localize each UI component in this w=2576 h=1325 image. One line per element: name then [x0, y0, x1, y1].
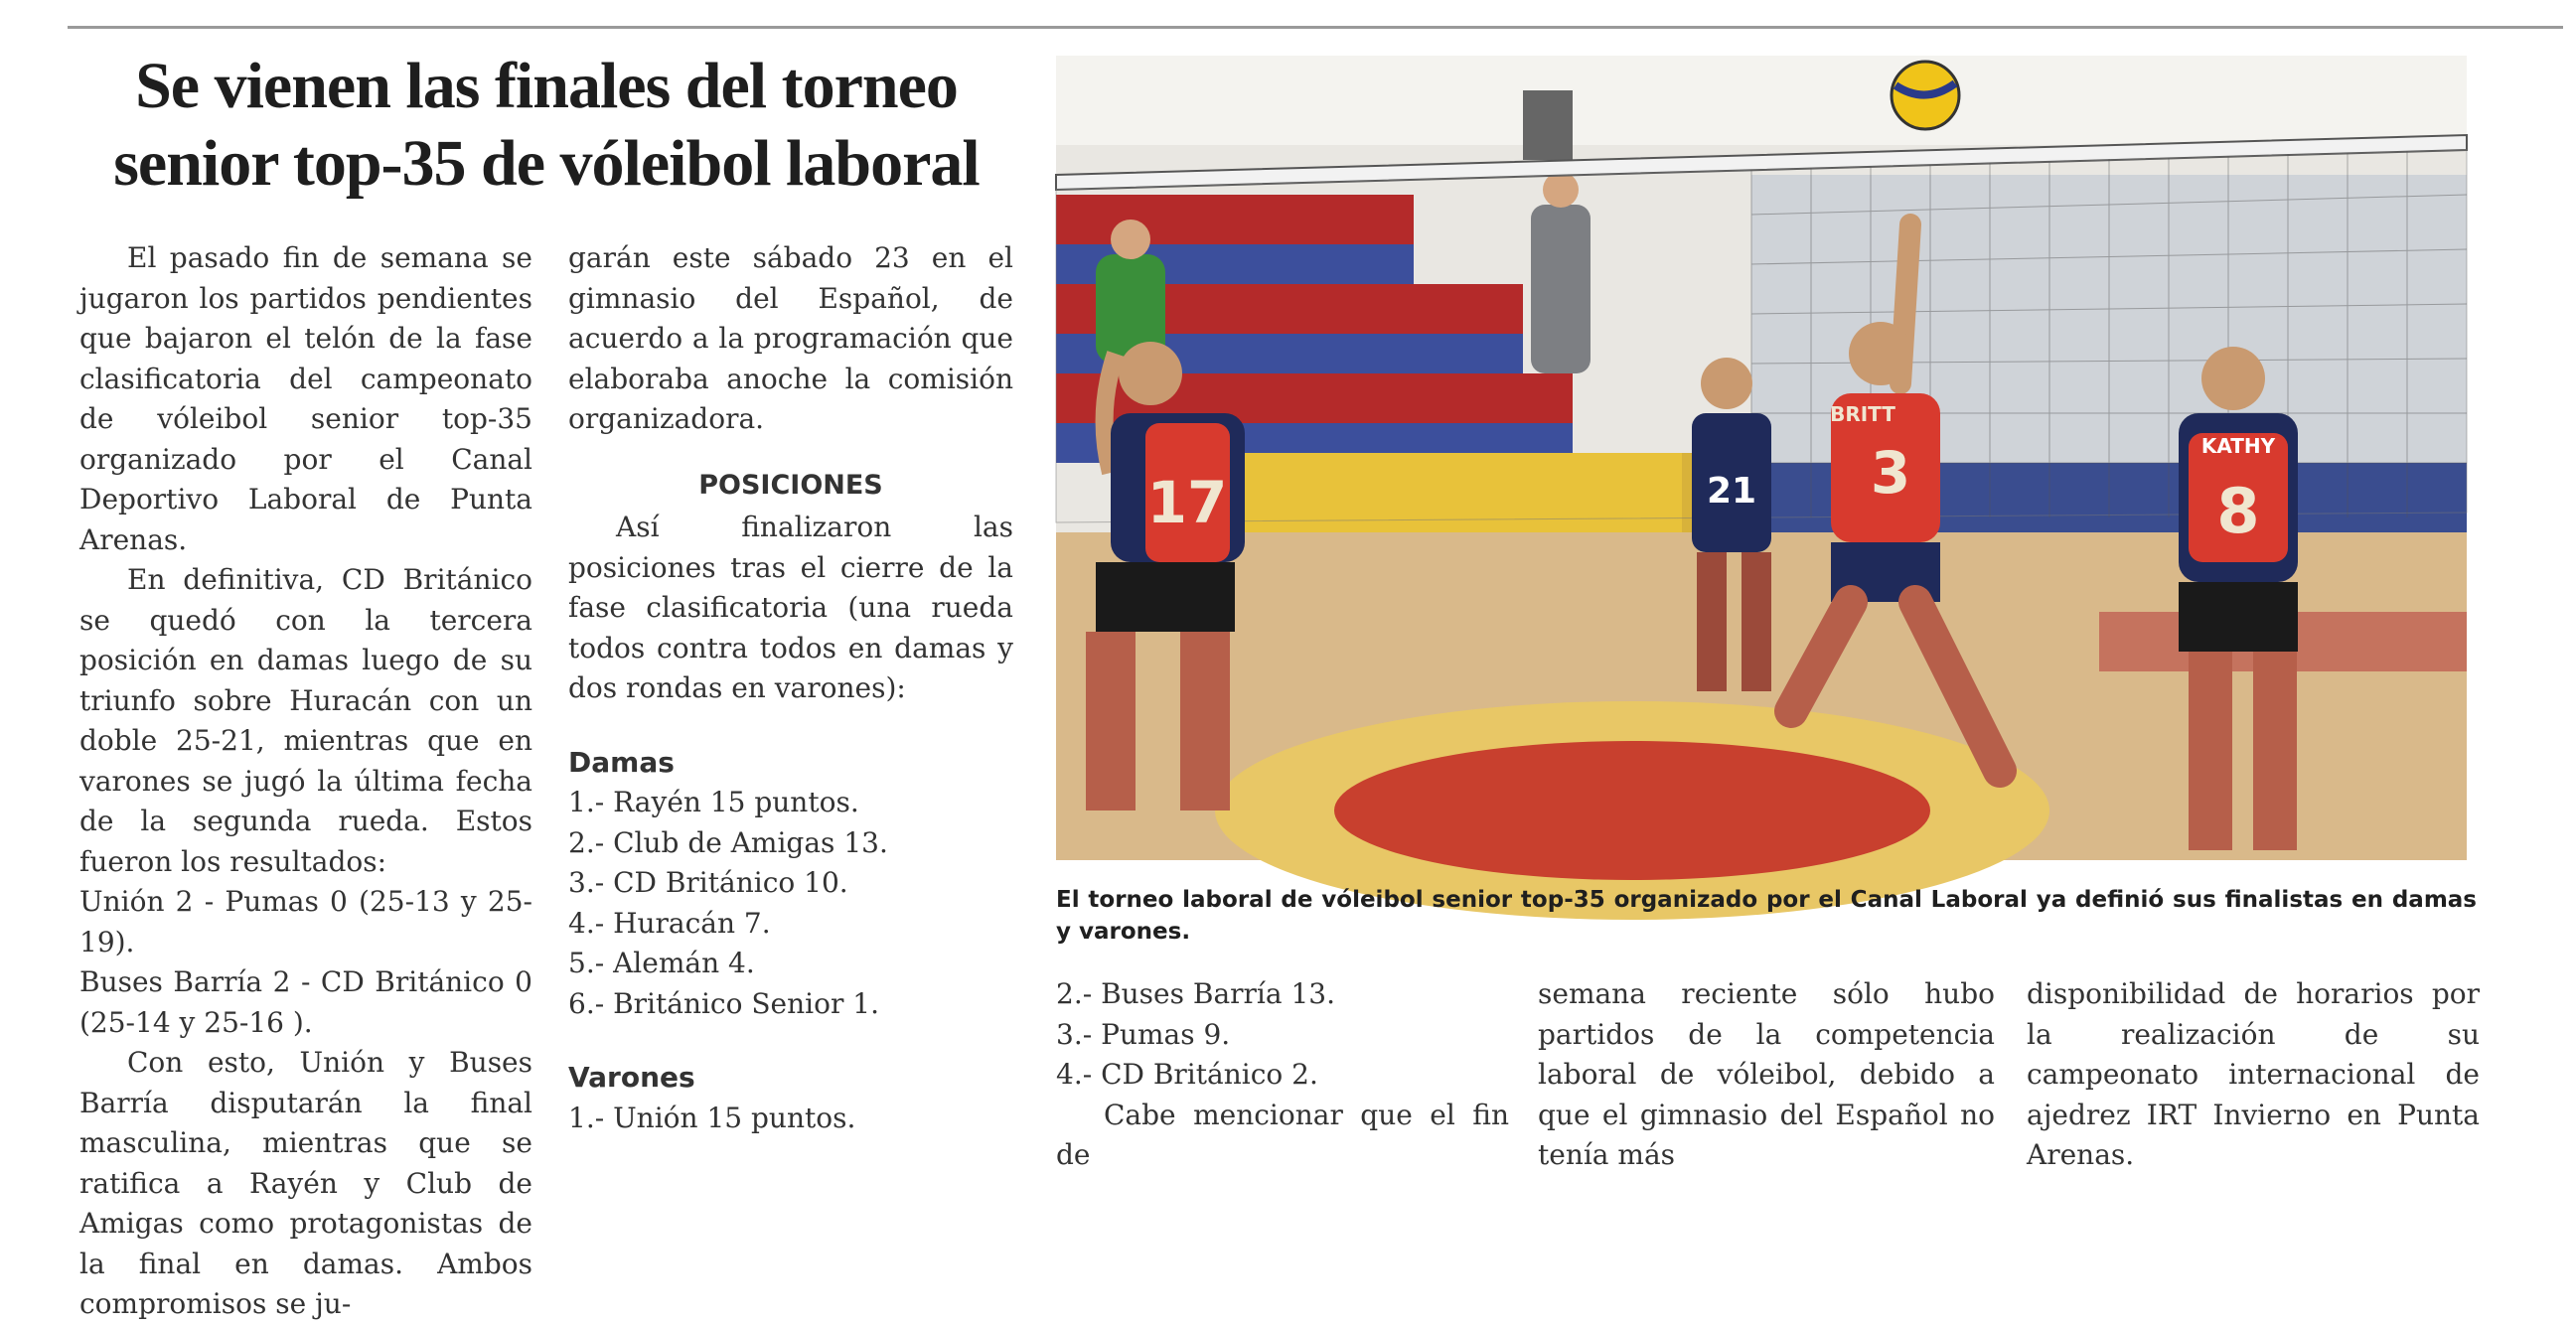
volleyball-ball — [1892, 62, 1959, 129]
standings-list-varones-cont — [1056, 974, 1509, 1096]
article-column-1 — [79, 238, 532, 1325]
standings-list-damas — [568, 783, 1013, 1024]
section-subhead: POSICIONES — [698, 469, 883, 501]
list-item: 1.- Rayén 15 puntos. — [568, 786, 859, 818]
headline-line-1: Se vienen las finales del torneo — [135, 50, 958, 122]
headline — [72, 48, 1021, 203]
paragraph: En definitiva, CD Británico se quedó con la tercera posición en damas luego de su triunfo sobre Huracán con un doble 25-21, mientras que en varones se jugó la última fecha de la segunda rueda. Estos fueron los resultados: — [79, 563, 532, 878]
standings-list-varones — [568, 1099, 1013, 1139]
jersey-number-8: 8 — [2216, 475, 2260, 547]
gym-ceiling — [1056, 56, 2467, 145]
list-item: 2.- Club de Amigas 13. — [568, 825, 888, 859]
result-line: Buses Barría 2 - CD Británico 0 (25-14 y 25-16 ). — [79, 965, 532, 1039]
list-item: 4.- Huracán 7. — [568, 906, 771, 940]
jersey-name-britt: BRITT — [1830, 402, 1895, 426]
paragraph: garán este sábado 23 en el gimnasio del Español, de acuerdo a la programación que elaboraba anoche la comisión organizadora. — [568, 241, 1013, 435]
list-item: 3.- CD Británico 10. — [568, 866, 848, 899]
paragraph: semana reciente sólo hubo partidos de la competencia laboral de vóleibol, debido a que el gimnasio del Español no tenía más — [1538, 977, 1995, 1171]
list-item: 4.- CD Británico 2. — [1056, 1058, 1318, 1091]
paragraph: Con esto, Unión y Buses Barría disputarán la final masculina, mientras que se ratifica a Rayén y Club de Amigas como protagonistas de la final en damas. Ambos compromisos se ju- — [79, 1046, 532, 1320]
category-title-damas: Damas — [568, 745, 675, 779]
headline-line-2: senior top-35 de vóleibol laboral — [113, 127, 980, 200]
photo-caption: El torneo laboral de vóleibol senior top-35 organizado por el Canal Laboral ya definió sus finalistas en damas y varones. — [1056, 887, 2477, 945]
jersey-number-21: 21 — [1706, 471, 1757, 512]
article-column-5 — [2027, 974, 2480, 1176]
article-column-4 — [1538, 974, 1995, 1176]
photo-illustration — [1056, 56, 2467, 860]
jersey-number-17: 17 — [1146, 469, 1228, 536]
paragraph: Cabe mencionar que el fin de — [1056, 1098, 1509, 1171]
paragraph: El pasado fin de semana se jugaron los partidos pendientes que bajaron el telón de la fase clasificatoria del campeonato de vóleibol senior top-35 organizado por el Canal Deportivo Laboral de Punta Arenas. — [79, 241, 532, 556]
article-column-2 — [568, 238, 1013, 1138]
list-item: 2.- Buses Barría 13. — [1056, 977, 1336, 1010]
jersey-name-kathy: KATHY — [2200, 434, 2276, 458]
list-item: 3.- Pumas 9. — [1056, 1017, 1231, 1051]
list-item: 5.- Alemán 4. — [568, 947, 755, 979]
result-line: Unión 2 - Pumas 0 (25-13 y 25-19). — [79, 885, 532, 958]
list-item: 1.- Unión 15 puntos. — [568, 1101, 856, 1134]
paragraph: Así finalizaron las posiciones tras el cierre de la fase clasificatoria (una rueda todos contra todos en damas y dos rondas en varones): — [568, 511, 1013, 704]
volleyball-photo — [1056, 56, 2467, 860]
article-column-3 — [1056, 974, 1509, 1176]
top-rule — [68, 26, 2563, 29]
paragraph: disponibilidad de horarios por la realización de su campeonato internacional de ajedrez IRT Invierno en Punta Arenas. — [2027, 977, 2480, 1171]
jersey-number-3: 3 — [1870, 439, 1911, 507]
list-item: 6.- Británico Senior 1. — [568, 986, 879, 1020]
category-title-varones: Varones — [568, 1061, 695, 1094]
